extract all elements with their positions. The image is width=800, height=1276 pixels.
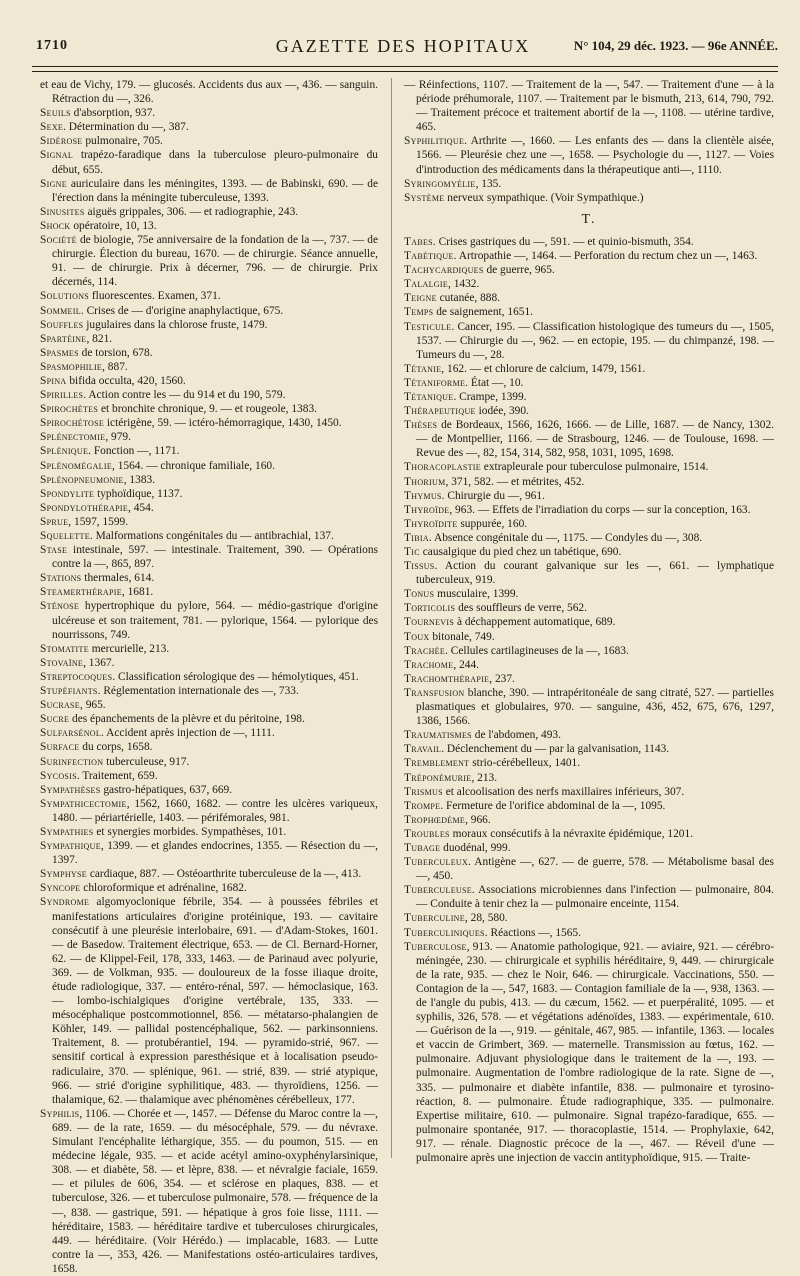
index-references: à déchappement automatique, 689. (454, 616, 616, 629)
index-term: Tibia (404, 531, 429, 544)
index-entry (40, 740, 378, 754)
index-references: . Accident après injection de —, 1111. (101, 727, 275, 740)
index-references: , 1106. — Chorée et —, 1457. — Défense du Maroc contre la —, 689. — de la rate, 1659. — du mésocéphale, 579. — du névraxe. Simulant l'encéphalite léthargique, 355. — du poumon, 515. — en médecine légale, 935. — et acide acétyl amino-oxyphénylarsinique, 308. — et diabète, 58. — et lèpre, 838. — et névralgie faciale, 1659. — et pilules de 606, 354. — et sclérose en plaques, 838. — et tuberculose, 326. — et tuberculose pulmonaire, 578. — fréquence de la —, 838. — gastrique, 591. — hépatique à gros foie lisse, 1111. — héréditaire, 1583. — héréditaire tardive et tuberculoses chirurgicales, 449. — héréditaire. (Voir Hérédo.) — implacable, 1683. — Lutte contre la —, 353, 426. — Manifestations ostéo-articulaires tardives, 1658. (52, 1107, 378, 1275)
index-term: Sucrase (40, 699, 80, 712)
index-term: Tubage (404, 841, 441, 854)
index-term: Stomatite (40, 642, 89, 655)
index-references: , 1681. (121, 586, 154, 599)
index-entry (40, 487, 378, 501)
index-references: , 28, 580. (464, 912, 508, 925)
page-number: 1710 (36, 38, 68, 53)
left-column (40, 78, 378, 1276)
index-references: ictérigène, 59. — ictéro-hémorragique, 1430, 1450. (104, 417, 342, 430)
index-entry (40, 346, 378, 360)
index-entry (40, 571, 378, 585)
index-term: Stase (40, 544, 68, 557)
index-term: Sprue (40, 515, 69, 528)
index-term: Spirochètes (40, 403, 99, 416)
index-entry (40, 444, 378, 458)
index-entry (40, 106, 378, 120)
index-entry (40, 656, 378, 670)
index-entry (404, 134, 774, 176)
index-references: . Réactions —, 1565. (484, 926, 581, 939)
index-term: Troubles (404, 827, 450, 840)
index-term: Tuberculeux (404, 856, 469, 869)
index-references: , 966. (465, 813, 491, 826)
index-references: moraux consécutifs à la névraxite épidémique, 1201. (449, 827, 694, 840)
issue-info: N° 104, 29 déc. 1923. — 96e ANNÉE. (573, 38, 778, 53)
journal-title: GAZETTE DES HOPITAUX (275, 36, 531, 56)
index-references: nerveux sympathique. (Voir Sympathique.) (444, 191, 644, 204)
index-term: Spasmophilie (40, 360, 103, 373)
index-entry (404, 799, 774, 813)
index-term: Sympathicectomie (40, 797, 127, 810)
index-entry (404, 362, 774, 376)
index-references: des épanchements de la plèvre et du péritoine, 198. (69, 713, 305, 726)
index-entry (404, 813, 774, 827)
index-term: Temps (404, 306, 434, 319)
index-term: Traumatismes (404, 729, 472, 742)
column-divider (391, 78, 392, 1158)
index-entry (40, 698, 378, 712)
index-references: , 963. — Effets de l'irradiation du corps — sur la conception, 163. (449, 503, 751, 516)
index-term: Stovaïne (40, 656, 84, 669)
right-column (404, 78, 774, 1165)
index-entry (404, 686, 774, 728)
index-references: , 162. — et chlorure de calcium, 1479, 1561. (441, 362, 646, 375)
index-references: . Cancer, 195. — Classification histologique des tumeurs du —, 1505, 1537. — Chirurgie du —, 962. — en ectopie, 195. — du chimpanzé, 198. — Tumeurs du —, 28. (416, 320, 774, 361)
index-references: gastro-hépatiques, 637, 669. (100, 783, 233, 796)
index-entry (40, 726, 378, 740)
index-references: . Déclenchement du — par la galvanisation, 1143. (441, 743, 670, 756)
index-term: Syphilis (40, 1107, 80, 1120)
index-entry (404, 320, 774, 362)
index-term: Squelette (40, 530, 90, 542)
index-references: . Détermination du —, 387. (63, 121, 189, 134)
index-entry (40, 416, 378, 430)
index-term: Thyroïdite (404, 517, 458, 530)
index-entry (40, 148, 378, 176)
index-term: Steamerthérapie (40, 586, 122, 599)
index-references: . Crises de — d'origine anaphylactique, 675. (80, 304, 284, 317)
index-term: Spartéine (40, 332, 87, 345)
header-rule (32, 66, 778, 72)
index-entry (404, 559, 774, 587)
index-term: Stupéfiants (40, 685, 98, 698)
index-entry (40, 881, 378, 895)
index-term: Teigne (404, 292, 437, 305)
index-entry (404, 644, 774, 658)
index-references: et alcoolisation des nerfs maxillaires inférieurs, 307. (442, 785, 685, 798)
index-references: . Action du courant galvanique sur les —, 661. — lymphatique tuberculeux, 919. (416, 560, 774, 587)
index-references: tuberculeuse, 917. (103, 755, 190, 768)
index-entry (40, 585, 378, 599)
index-entry (404, 785, 774, 799)
index-references: des souffleurs de verre, 562. (455, 602, 587, 615)
index-entry (40, 684, 378, 698)
index-term: Spondylite (40, 487, 95, 500)
index-term: Syphilitique (404, 135, 465, 148)
index-entry (40, 304, 378, 318)
index-entry (404, 672, 774, 686)
index-term: Tétaniforme (404, 376, 466, 389)
index-term: Sexe (40, 121, 64, 134)
index-references: . Traitement, 659. (76, 769, 158, 782)
index-entry (40, 599, 378, 641)
index-references: , 1367. (83, 656, 115, 669)
index-entry (404, 658, 774, 672)
index-term: Splénique (40, 445, 89, 458)
index-references: . Chirurgie du —, 961. (441, 489, 545, 502)
index-references: , 965. (80, 699, 106, 712)
index-term: Spasmes (40, 346, 79, 359)
index-term: Sympathies (40, 825, 94, 838)
index-entry (404, 545, 774, 559)
index-references: . Arthrite —, 1660. — Les enfants des — dans la clientèle aisée, 1566. — Pleurésie chez une —, 1658. — Psychologie du —, 1127. — Voies d'introduction des médicaments dans la thérapeutique anti—, 1110. (416, 135, 774, 176)
index-entry (404, 177, 774, 191)
index-references: du corps, 1658. (79, 741, 153, 754)
index-references: bifida occulta, 420, 1560. (66, 374, 186, 387)
index-term: Sympathique (40, 840, 101, 853)
index-term: Symphyse (40, 868, 87, 881)
index-term: Trachée (404, 644, 446, 657)
index-entry (40, 642, 378, 656)
index-entry (40, 205, 378, 219)
index-references: , 237. (489, 672, 515, 685)
index-references: . Absence congénitale du —, 1175. — Condyles du —, 308. (428, 531, 703, 544)
page-header (22, 30, 784, 62)
index-references: et eau de Vichy, 179. — glucosés. Accidents dus aux —, 436. — sanguin. Rétraction du —, 326. (40, 79, 378, 106)
index-term: Sucre (40, 713, 70, 726)
index-references: , 135. (475, 177, 502, 190)
index-term: Thyroïde (404, 503, 450, 516)
index-entry (40, 219, 378, 233)
index-entry (404, 728, 774, 742)
index-term: Tournevis (404, 616, 455, 629)
index-references: fluorescentes. Examen, 371. (89, 290, 221, 303)
index-references: de guerre, 965. (483, 264, 555, 277)
index-references: . Artropathie —, 1464. — Perforation du rectum chez un —, 1463. (453, 250, 758, 263)
index-references: , 1399. — et glandes endocrines, 1355. — Résection du —, 1397. (52, 840, 378, 867)
index-term: Trachomthérapie (404, 672, 490, 685)
index-term: Transfusion (404, 686, 465, 699)
index-entry (404, 291, 774, 305)
index-term: Signal (40, 149, 74, 162)
index-references: . Réglementation internationale des —, 733. (97, 685, 299, 698)
index-entry (404, 841, 774, 855)
index-references: , 1564. — chronique familiale, 160. (112, 459, 275, 472)
index-entry (404, 489, 774, 503)
index-references: . Classification sérologique des — hémolytiques, 451. (112, 670, 359, 683)
index-references: , 1562, 1660, 1682. — contre les ulcères variqueux, 1480. — périartérielle, 1403. — périfémorales, 981. (52, 797, 378, 824)
index-entry (404, 827, 774, 841)
index-entry (40, 755, 378, 769)
index-term: Surinfection (40, 755, 104, 768)
index-references: typhoïdique, 1137. (94, 487, 183, 500)
index-term: Tic (404, 546, 420, 558)
index-references: , 1597, 1599. (68, 515, 129, 528)
index-term: Tissus (404, 560, 435, 573)
index-entry (404, 376, 774, 390)
index-term: Travail (404, 743, 442, 756)
index-entry (404, 305, 774, 319)
index-entry (404, 191, 774, 205)
index-references: opératoire, 10, 13. (70, 219, 157, 232)
index-term: Syncope (40, 882, 81, 895)
index-references: de Bordeaux, 1566, 1626, 1666. — de Lille, 1687. — de Nancy, 1302. — de Montpellier, 1166. — de Strasbourg, 1246. — de Toulouse, 1698. — Revue des —, 82, 154, 314, 582, 958, 1031, 1095, 1698. (416, 419, 774, 460)
index-entry (40, 529, 378, 543)
index-term: Tuberculiniques (404, 926, 485, 939)
index-term: Syringomyélie (404, 177, 476, 190)
index-entry (40, 839, 378, 867)
index-term: Tabétique (404, 250, 454, 263)
index-references: , 244. (453, 658, 480, 671)
index-references: . Crises gastriques du —, 591. — et quinio-bismuth, 354. (432, 235, 694, 248)
index-entry (40, 120, 378, 134)
index-entry (404, 263, 774, 277)
index-references: et bronchite chronique, 9. — et rougeole, 1383. (98, 403, 317, 416)
index-entry (404, 926, 774, 940)
index-term: Sommeil (40, 304, 81, 317)
index-references: de l'abdomen, 493. (471, 729, 561, 742)
index-entry (40, 374, 378, 388)
index-term: Torticolis (404, 602, 456, 615)
index-term: Sidérose (40, 135, 83, 148)
index-references: bitonale, 749. (429, 630, 495, 643)
index-term: Seuils (40, 107, 71, 120)
index-references: , 821. (86, 332, 113, 345)
index-references: auriculaire dans les méningites, 1393. — de Babinski, 690. — de l'érection dans la méningite tuberculeuse, 1393. (52, 177, 378, 204)
index-term: Tonus (404, 588, 435, 601)
index-entry (404, 390, 774, 404)
index-entry (404, 587, 774, 601)
index-term: Tabes (404, 235, 433, 248)
index-term: Thérapeutique (404, 405, 476, 418)
index-term: Sinusites (40, 205, 85, 218)
index-entry (40, 332, 378, 346)
index-entry (404, 615, 774, 629)
index-entry (404, 911, 774, 925)
index-term: Thèses (404, 419, 438, 432)
index-term: Système (404, 191, 445, 204)
index-references: . Fermeture de l'orifice abdominal de la —, 1095. (440, 799, 666, 812)
index-references: . Crampe, 1399. (453, 390, 527, 403)
index-references: . Associations microbiennes dans l'infection — pulmonaire, 804. — Conduite à tenir chez la — pulmonaire enceinte, 1154. (416, 884, 774, 911)
index-references: cutanée, 888. (436, 292, 501, 305)
index-entry (404, 531, 774, 545)
index-references: jugulaires dans la chlorose fruste, 1479. (83, 318, 268, 331)
index-references: algomyoclonique fébrile, 354. — à poussées fébriles et manifestations articulaires d'origine protéinique, 193. — cavitaire consécutif à une pleurésie interlobaire, 691. — d'Adam-Stokes, 1601. — de Basedow. Traitement électrique, 653. — de Cl. Bernard-Horner, 62. — de Klippel-Feil, 178, 333, 1463. — de Parinaud avec polyurie, 369. — de Volkman, 935. — douloureux de la fosse iliaque droite, étude radiologique, 337. — entéro-rénal, 597. — hémoclasique, 163. — lombo-ischialgiques d'origine vertébrale, 135, 333. — mésocéphalique postcommotionnel, 856. — métatarso-phalangien de Köhler, 149. — pallidal postencéphalique, 562. — parkinsonniens. Traitement, 8. — protubérantiel, 194. — pyramido-strié, 967. — sensitif cortical à expression paresthésique et à localisation pseudo-radiculaire, 370. — splénique, 961. — strié, 839. — strié atypique, 966. — strié d'origine syphilitique, 483. — thyroïdiens, 1256. — thalamique, 62. — thalamique avec phénomènes cérébelleux, 177. (52, 896, 378, 1106)
index-entry (404, 601, 774, 615)
index-entry (40, 459, 378, 473)
index-entry (40, 501, 378, 515)
index-entry (404, 460, 774, 474)
index-references: et synergies morbides. Sympathèses, 101. (93, 825, 287, 838)
index-entry (40, 769, 378, 783)
index-entry (404, 771, 774, 785)
index-term: Spina (40, 374, 67, 387)
index-references: de torsion, 678. (78, 346, 153, 359)
index-entry (404, 418, 774, 460)
index-references: , 1383. (123, 473, 156, 486)
index-references: aiguës grippales, 306. — et radiographie, 243. (84, 205, 299, 218)
index-entry (40, 867, 378, 881)
index-entry (40, 388, 378, 402)
index-entry (40, 825, 378, 839)
index-entry (40, 289, 378, 303)
index-entry (404, 235, 774, 249)
index-entry (40, 430, 378, 444)
index-term: Trompe (404, 799, 441, 812)
index-references: extrapleurale pour tuberculose pulmonaire, 1514. (480, 461, 709, 474)
index-term: Trachome (404, 658, 454, 671)
index-term: Signe (40, 177, 67, 190)
index-entry (40, 515, 378, 529)
index-term: Talalgie (404, 278, 449, 291)
index-references: , 913. — Anatomie pathologique, 921. — aviaire, 921. — cérébro-méningée, 230. — chirurgicale et syphilis héréditaire, 9, 449. — chirurgicale de la rate, 935. — chez le Noir, 646. — chirurgicale. Vaccinations, 550. — Contagion de la —, 547, 1683. — Contagion familiale de la —, 938, 1363. — de l'angle du pubis, 413. — du cæcum, 1562. — et puerpéralité, 1095. — et syphilis, 326, 578. — et végétations adénoïdes, 1383. — expérimentale, 610. — Guérison de la —, 919. — génitale, 467, 985. — infantile, 1363. — locales et vaccin de Grimbert, 369. — maternelle. Transmission au fœtus, 162. — pulmonaire. Adjuvant physiologique dans le traitement de la —, 193. — pulmonaire. Augmentation de l'ombre radiologique de la rate. Signe de —, 335. — pulmonaire et diabète infantile, 838. — pulmonaire et tyrosino-réaction, 8. — pulmonaire. Étude radiographique, 335. — pulmonaire. Expertise militaire, 610. — pulmonaire. Signal trapézo-faradique, 655. — pulmonaire spontanée, 917. — thoracoplastie, 1514. — Prophylaxie, 642, 917. — rénale. Diagnostic précoce de la —, 467. — Réveil d'une — pulmonaire après une injection de vaccin antityphoïdique, 915. — Traite- (416, 940, 774, 1165)
index-references: suppurée, 160. (457, 517, 528, 530)
index-term: Tuberculine (404, 912, 465, 925)
index-term: Souffles (40, 318, 84, 331)
index-references: — Réinfections, 1107. — Traitement de la —, 547. — Traitement d'une — à la période préhumorale, 1107. — Traitement par le bismuth, 213, 614, 790, 792. — Traitement précoce et traitement abortif de la —, 1108. — utérine tardive, 465. (404, 79, 774, 134)
index-references: thermales, 614. (81, 572, 155, 585)
index-entry (404, 630, 774, 644)
index-entry (40, 797, 378, 825)
index-term: Toux (404, 630, 430, 643)
index-term: Sympathèses (40, 783, 101, 796)
index-references: iodée, 390. (475, 405, 529, 418)
index-entry (40, 402, 378, 416)
index-references: . Fonction —, 1171. (88, 445, 180, 458)
index-term: Tétanie (404, 362, 442, 375)
index-term: Sycosis (40, 769, 77, 782)
index-term: Tréponémurie (404, 771, 472, 784)
index-term: Surface (40, 741, 80, 754)
index-references: hypertrophique du pylore, 564. — médio-gastrique d'origine ulcéreuse et son traitement, 781. — pylorique, 1564. — pylorique des nourrissons, 749. (52, 600, 378, 641)
index-entry (404, 249, 774, 263)
index-references: mercurielle, 213. (88, 642, 170, 655)
index-references: strio-cérébelleux, 1401. (469, 757, 581, 770)
index-references: . Antigène —, 627. — de guerre, 578. — Métabolisme basal des —, 450. (416, 856, 774, 883)
index-entry (404, 277, 774, 291)
index-term: Thorium (404, 475, 446, 488)
index-entry (40, 134, 378, 148)
index-references: musculaire, 1399. (434, 588, 519, 601)
index-term: Solutions (40, 290, 90, 303)
index-entry (404, 517, 774, 531)
index-term: Splénopneumonie (40, 473, 124, 486)
index-term: Shock (40, 219, 71, 232)
index-entry (40, 360, 378, 374)
index-references: cardiaque, 887. — Ostéoarthrite tuberculeuse de la —, 413. (86, 868, 362, 881)
index-references: duodénal, 999. (440, 841, 511, 854)
index-entry (40, 78, 378, 106)
index-entry (40, 1107, 378, 1276)
section-letter: T. (581, 211, 597, 227)
index-entry (40, 670, 378, 684)
index-term: Spondylothérapie (40, 501, 129, 514)
index-references: . Malformations congénitales du — antibrachial, 137. (89, 530, 334, 542)
index-references: chloroformique et adrénaline, 1682. (80, 882, 247, 895)
index-entry (404, 883, 774, 911)
index-term: Splénectomie (40, 431, 106, 444)
index-term: Tuberculeuse (404, 884, 472, 897)
index-entry (40, 543, 378, 571)
index-entry (404, 78, 774, 134)
index-entry (40, 233, 378, 289)
index-entry (40, 712, 378, 726)
index-references: , 1432. (448, 278, 480, 291)
index-entry (404, 475, 774, 489)
index-entry (40, 318, 378, 332)
index-entry (404, 404, 774, 418)
index-references: , 979. (105, 431, 131, 444)
index-references: , 454. (128, 501, 154, 514)
index-references: . Action contre les — du 914 et du 190, 579. (83, 389, 286, 402)
index-references: , 887. (102, 360, 128, 373)
index-references: de biologie, 75e anniversaire de la fondation de la —, 737. — de chirurgie. Élection du bureau, 1670. — de chirurgie. Séance annuelle, 91. — de chirurgie. Prix à décerner, 796. — de chirurgie. Prix décernés, 114. (52, 234, 378, 289)
index-references: . Cellules cartilagineuses de la —, 1683. (445, 644, 629, 657)
index-term: Thymus (404, 489, 442, 502)
index-term: Tachycardiques (404, 264, 484, 277)
index-entry (404, 503, 774, 517)
index-references: , 213. (471, 771, 498, 784)
index-term: Syndrome (40, 896, 90, 909)
index-term: Société (40, 234, 77, 247)
index-references: pulmonaire, 705. (82, 135, 163, 148)
index-term: Sulfarsénol (40, 727, 102, 740)
index-references: intestinale, 597. — intestinale. Traitement, 390. — Opérations contre la —, 865, 897. (52, 544, 378, 571)
index-term: Streptocoques (40, 670, 113, 683)
index-references: trapézo-faradique dans la tuberculose pleuro-pulmonaire du début, 655. (52, 149, 378, 176)
right-column-bottom (404, 235, 774, 1165)
index-entry (404, 742, 774, 756)
index-term: Spirochétose (40, 417, 105, 430)
index-term: Stations (40, 572, 82, 585)
index-term: Trophœdème (404, 813, 466, 826)
index-term: Trismus (404, 785, 443, 798)
index-entry (404, 940, 774, 1166)
index-term: Sténose (40, 600, 80, 613)
right-column-top (404, 78, 774, 205)
index-references: . État —, 10. (465, 376, 524, 389)
index-term: Thoracoplastie (404, 461, 481, 474)
index-references: d'absorption, 937. (70, 107, 156, 120)
index-entry (40, 895, 378, 1106)
index-term: Tremblement (404, 757, 470, 770)
index-references: de saignement, 1651. (433, 306, 534, 319)
index-references: , 371, 582. — et métrites, 452. (445, 475, 585, 488)
index-entry (40, 783, 378, 797)
index-term: Splénomégalie (40, 459, 113, 472)
index-references: causalgique du pied chez un tabétique, 690. (419, 546, 622, 558)
index-term: Spirilles (40, 389, 84, 402)
index-term: Testicule (404, 320, 452, 333)
index-term: Tuberculose (404, 940, 467, 953)
index-term: Tétanique (404, 390, 454, 403)
index-entry (40, 177, 378, 205)
index-entry (40, 473, 378, 487)
index-entry (404, 855, 774, 883)
index-entry (404, 756, 774, 770)
index-references: blanche, 390. — intrapéritonéale de sang citraté, 527. — partielles plasmatiques et globulaires, 970. — sanguine, 436, 452, 675, 676, 1297, 1386, 1566. (416, 686, 774, 728)
